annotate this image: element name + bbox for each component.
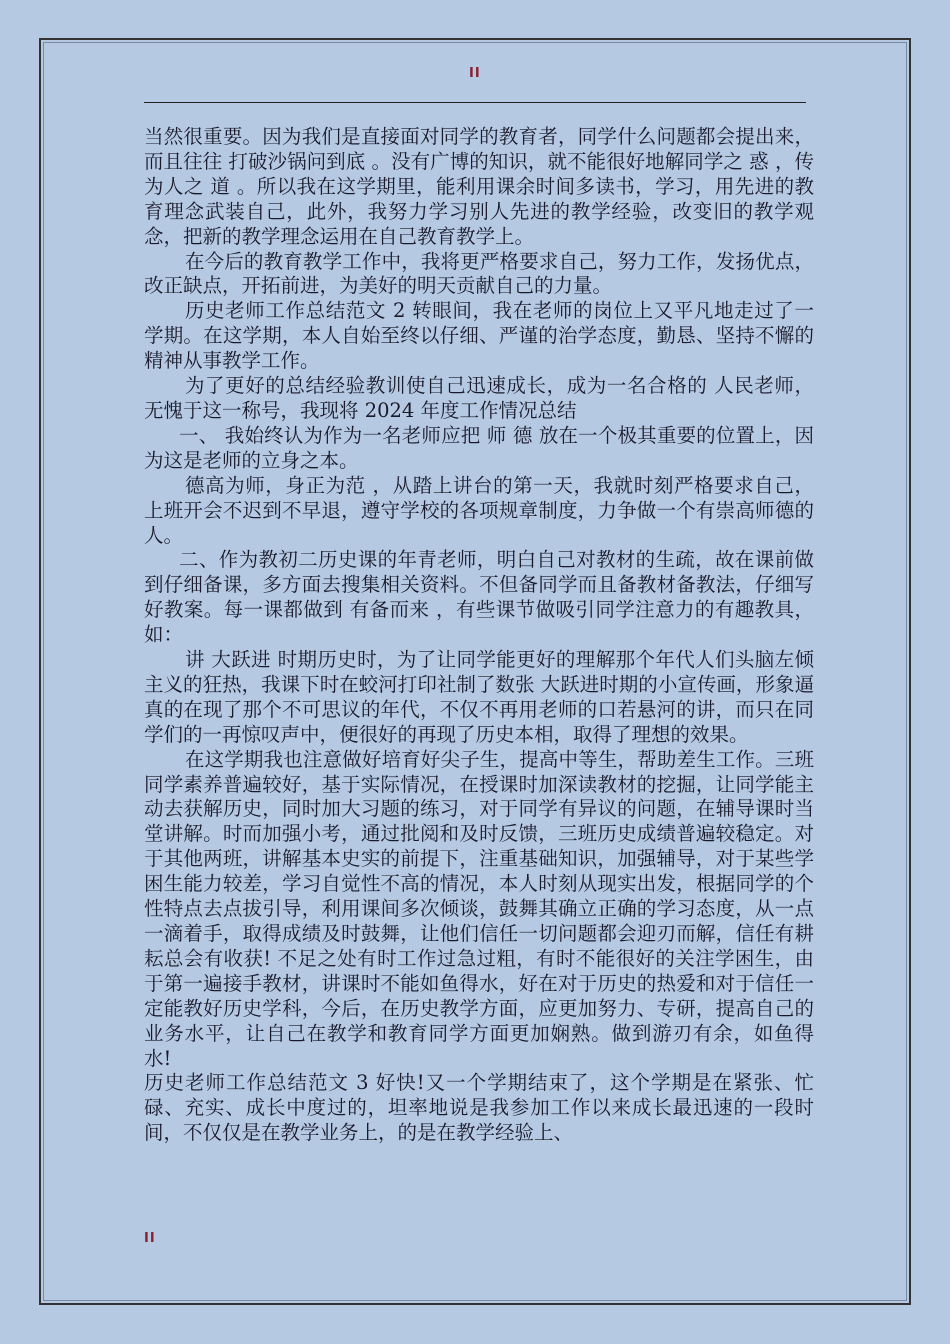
paragraph: 德高为师，身正为范 ，从踏上讲台的第一天，我就时刻严格要求自己，上班开会不迟到不早退，遵守学校的各项规章制度，力争做一个有崇高师德的人。 [144,473,814,547]
paragraph: 在这学期我也注意做好培育好尖子生，提高中等生，帮助差生工作。三班同学素养普遍较好，基于实际情况，在授课时加深读教材的挖掘，让同学能主动去获解历史，同时加大习题的练习，对于同学有异议的问题，在辅导课时当堂讲解。时而加强小考，通过批阅和及时反馈，三班历史成绩普遍较稳定。对于其他两班，讲解基本史实的前提下，注重基础知识，加强辅导，对于某些学困生能力较差，学习自觉性不高的情况，本人时刻从现实出发，根据同学的个性特点去点拔引导，利用课间多次倾谈，鼓舞其确立正确的学习态度，从一点一滴着手，取得成绩及时鼓舞，让他们信任一切问题都会迎刃而解，信任有耕耘总会有收获! 不足之处有时工作过急过粗，有时不能很好的关注学困生，由于第一遍接手教材，讲课时不能如鱼得水，好在对于历史的热爱和对于信任一定能教好历史学科，今后，在历史教学方面，应更加努力、专研，提高自己的业务水平，让自己在教学和教育同学方面更加娴熟。做到游刃有余，如鱼得水! [144,747,814,1070]
footer-mark: II [144,1231,156,1246]
document-body [144,125,814,1146]
paragraph: 在今后的教育教学工作中，我将更严格要求自己，努力工作，发扬优点，改正缺点，开拓前进，为美好的明天贡献自己的力量。 [144,249,814,298]
header-mark: II [469,66,481,81]
paragraph: 历史老师工作总结范文 2 转眼间，我在老师的岗位上又平凡地走过了一学期。在这学期，本人自始至终以仔细、严谨的治学态度，勤恳、坚持不懈的精神从事教学工作。 [144,299,814,373]
paragraph: 讲 大跃进 时期历史时，为了让同学能更好的理解那个年代人们头脑左倾主义的狂热，我课下时在蛟河打印社制了数张 大跃进时期的小宣传画，形象逼真的在现了那个不可思议的年代，不仅不再用老师的口若悬河的讲，而只在同学们的一再惊叹声中，便很好的再现了历史本相，取得了理想的效果。 [144,648,814,746]
paragraph: 当然很重要。因为我们是直接面对同学的教育者，同学什么问题都会提出来，而且往往 打破沙锅问到底 。没有广博的知识，就不能很好地解同学之 惑 ，传为人之 道 。所以我在这学期里，能利用课余时间多读书，学习，用先进的教育理念武装自己，此外，我努力学习别人先进的教学经验，改变旧的教学观念，把新的教学理念运用在自己教育教学上。 [144,125,814,248]
paragraph: 历史老师工作总结范文 3 好快!又一个学期结束了，这个学期是在紧张、忙碌、充实、成长中度过的，坦率地说是我参加工作以来成长最迅速的一段时间，不仅仅是在教学业务上，的是在教学经验上、 [144,1071,814,1145]
paragraph: 为了更好的总结经验教训使自己迅速成长，成为一名合格的 人民老师，无愧于这一称号，我现将 2024 年度工作情况总结 [144,374,814,422]
paragraph: 二、作为教初二历史课的年青老师，明白自己对教材的生疏，故在课前做到仔细备课，多方面去搜集相关资料。不但备同学而且备教材备教法，仔细写好教案。每一课都做到 有备而来 ，有些课节做吸引同学注意力的有趣教具，如： [144,548,814,647]
paragraph: 一、 我始终认为作为一名老师应把 师 德 放在一个极其重要的位置上，因为这是老师的立身之本。 [144,423,814,472]
header-rule [144,102,806,103]
